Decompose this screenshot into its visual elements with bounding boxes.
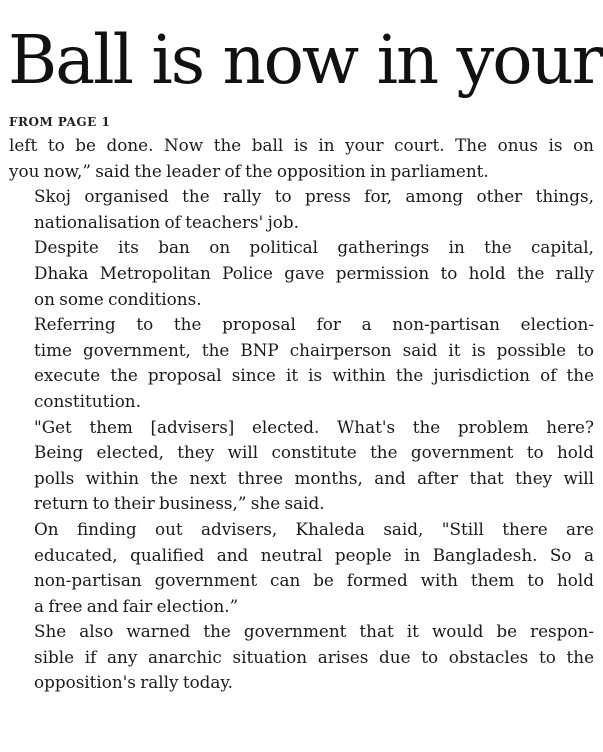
text-line: you now,” said the leader of the opposition in parliament. xyxy=(9,160,489,181)
paragraph xyxy=(9,184,594,235)
article-body xyxy=(9,133,594,696)
text-line: constitution. xyxy=(34,390,141,411)
text-line: left to be done. Now the ball is in your court. The onus is on xyxy=(9,135,594,155)
text-line: Being elected, they will constitute the government to hold xyxy=(34,442,594,463)
jump-label: FROM PAGE 1 xyxy=(9,115,111,129)
text-line: educated, qualified and neutral people in Bangladesh. So a xyxy=(34,544,594,565)
text-line: Despite its ban on political gatherings in the capital, xyxy=(34,237,594,258)
text-line: time government, the BNP chairperson said it is possible to xyxy=(34,339,594,360)
text-line: a free and fair election.” xyxy=(34,595,239,616)
text-line: on some conditions. xyxy=(34,288,202,309)
headline: Ball is now in your xyxy=(8,21,602,99)
text-line: polls within the next three months, and after that they will xyxy=(34,467,594,488)
text-line: sible if any anarchic situation arises due to obstacles to the xyxy=(34,646,594,667)
text-line: Skoj organised the rally to press for, among other things, xyxy=(34,186,594,207)
paragraph xyxy=(9,312,594,414)
text-line: non-partisan government can be formed with them to hold xyxy=(34,570,594,591)
paragraph xyxy=(9,133,594,184)
text-line: return to their business,” she said. xyxy=(34,493,325,514)
text-line: "Get them [advisers] elected. What's the problem here? xyxy=(34,416,594,437)
text-line: execute the proposal since it is within the jurisdiction of the xyxy=(34,365,594,386)
text-line: Referring to the proposal for a non-partisan election- xyxy=(34,314,594,335)
paragraph xyxy=(9,235,594,312)
paragraph xyxy=(9,415,594,517)
text-line: On finding out advisers, Khaleda said, "Still there are xyxy=(34,518,594,539)
text-line: Dhaka Metropolitan Police gave permission to hold the rally xyxy=(34,262,594,283)
text-line: She also warned the government that it would be respon- xyxy=(34,621,594,642)
text-line: opposition's rally today. xyxy=(34,672,234,693)
paragraph xyxy=(9,619,594,696)
text-line: nationalisation of teachers' job. xyxy=(34,211,299,232)
paragraph xyxy=(9,517,594,619)
